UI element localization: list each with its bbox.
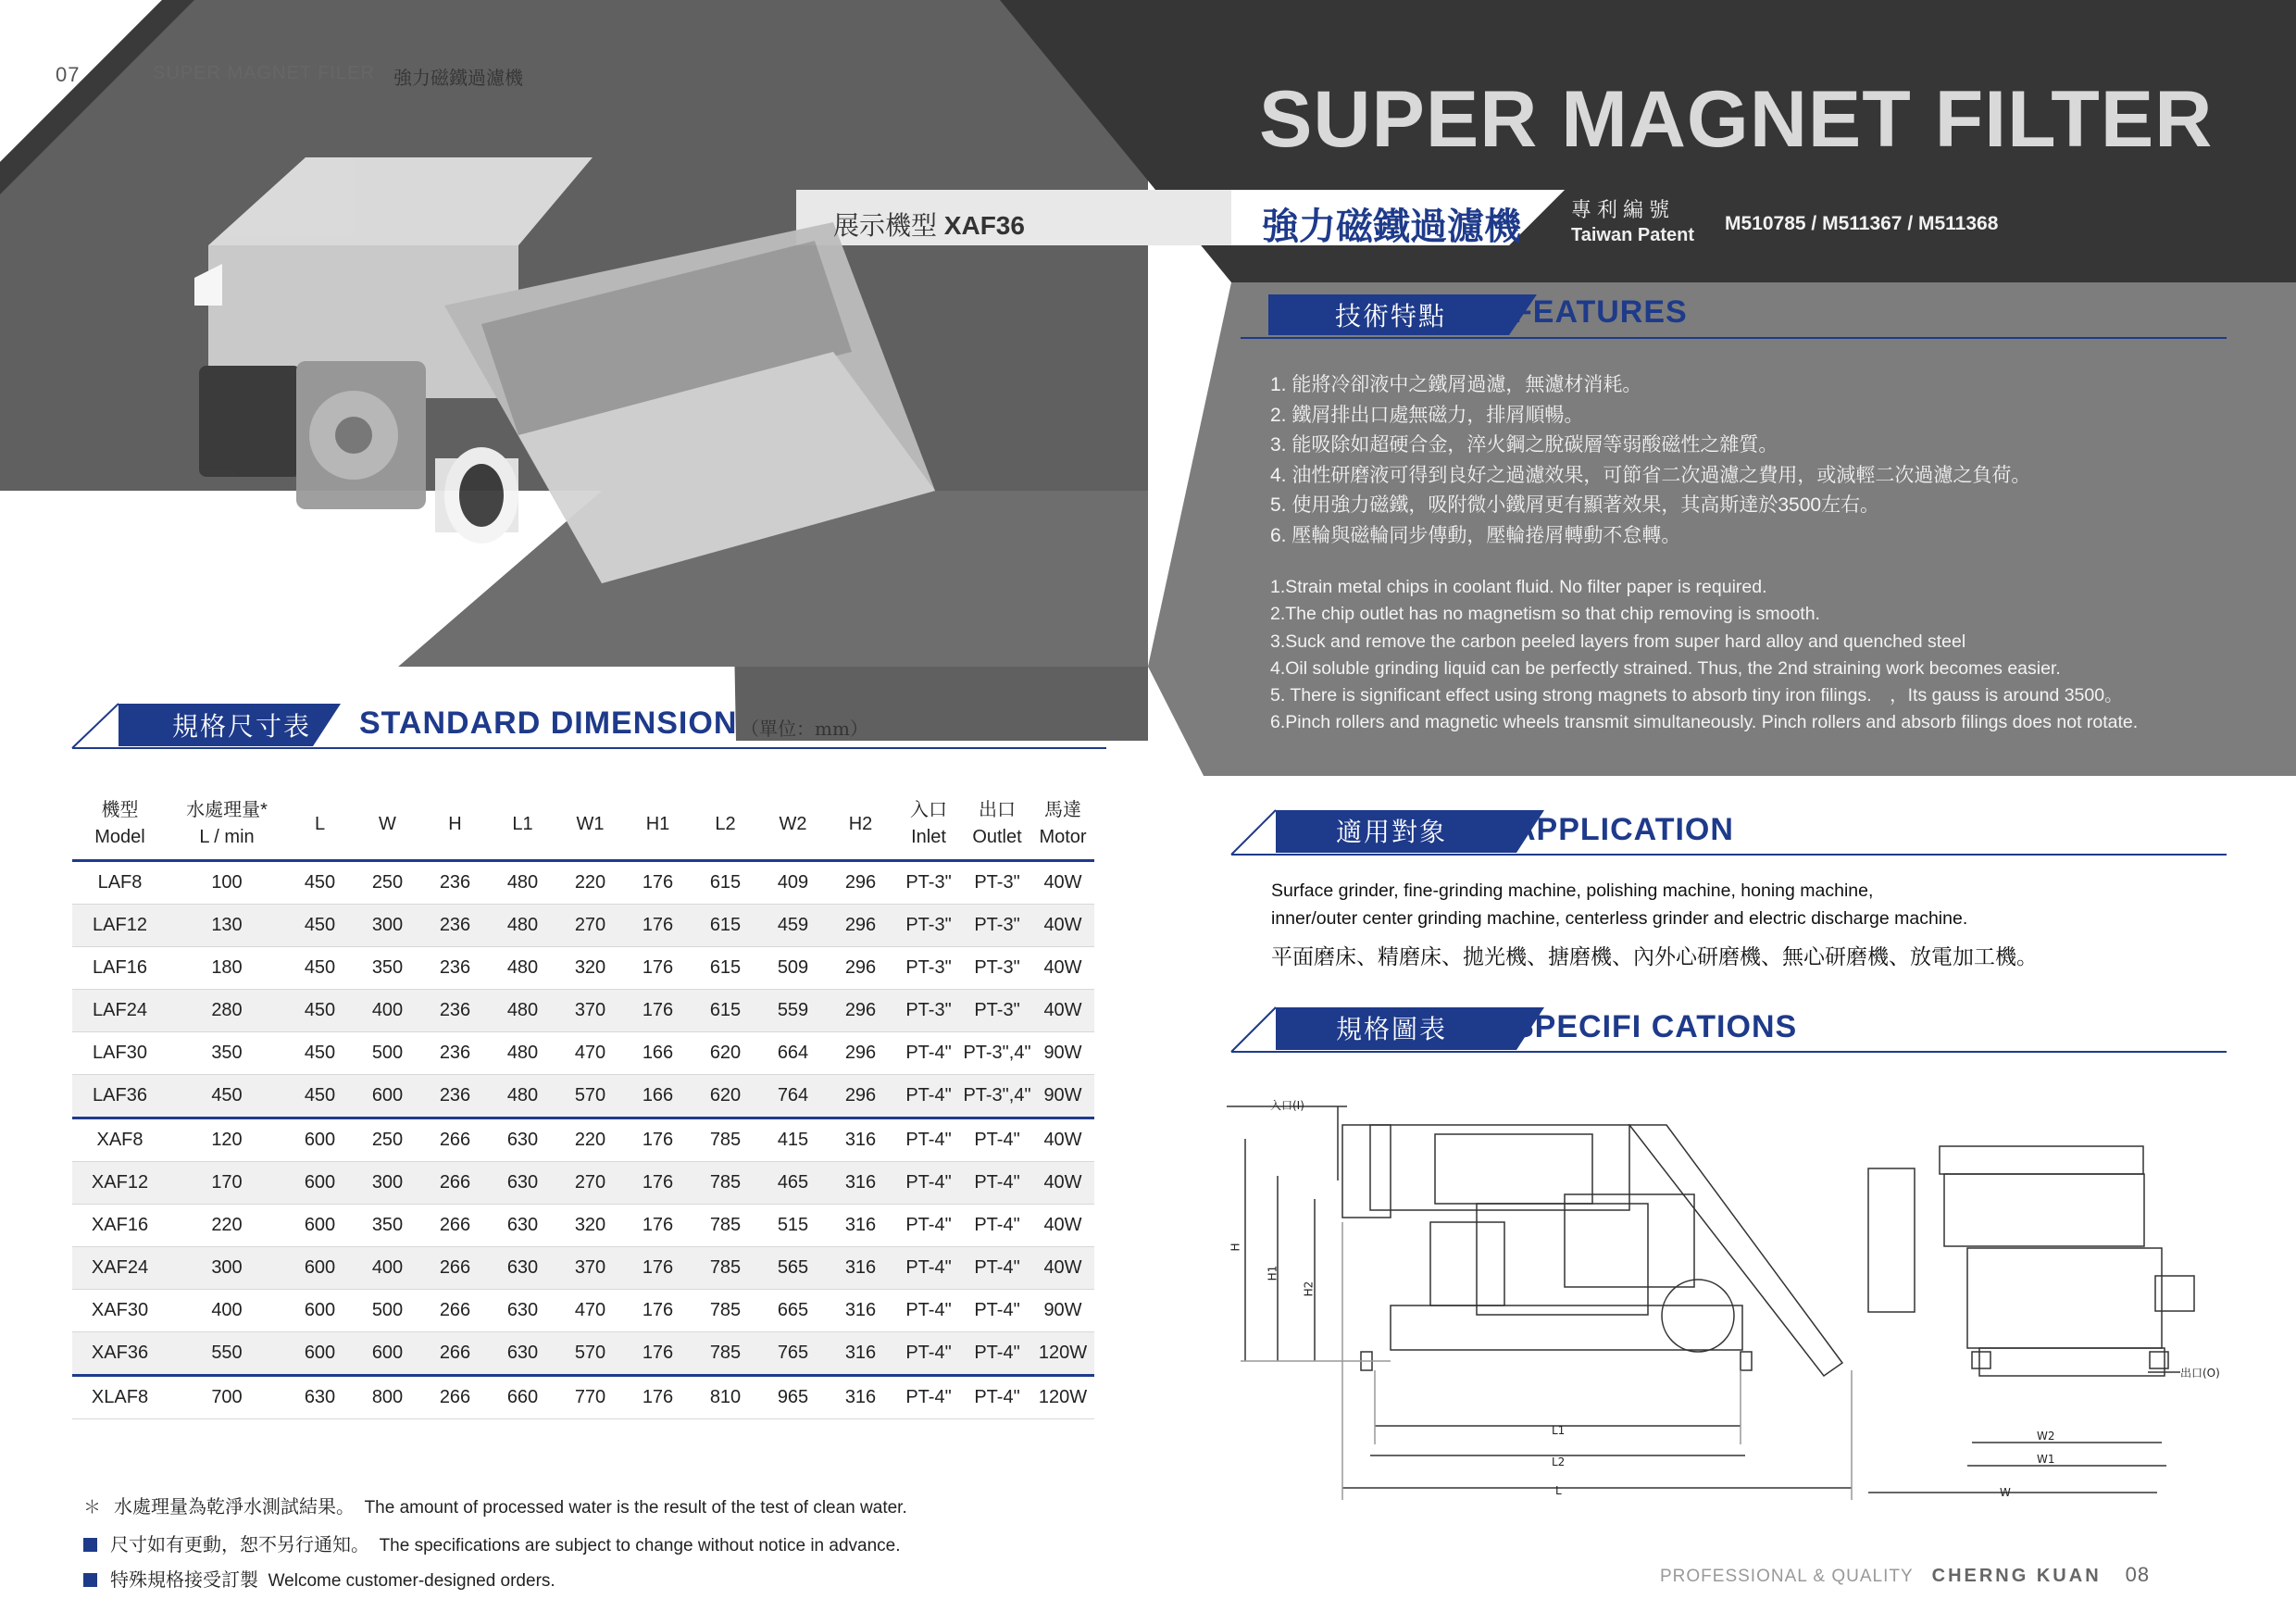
table-cell: 176 bbox=[624, 1205, 692, 1247]
table-cell: 220 bbox=[168, 1205, 286, 1247]
model-cell: XLAF8 bbox=[72, 1376, 168, 1419]
table-cell: 176 bbox=[624, 1118, 692, 1162]
table-row bbox=[72, 990, 1094, 1032]
table-cell: PT-3" bbox=[894, 947, 963, 990]
table-cell: 40W bbox=[1031, 861, 1094, 905]
table-cell: 600 bbox=[286, 1162, 354, 1205]
feature-en-item: 1.Strain metal chips in coolant fluid. No filter paper is required. bbox=[1270, 577, 1767, 597]
table-header-row bbox=[72, 789, 1094, 861]
column-header: L bbox=[314, 813, 326, 834]
drawing-label-l2: L2 bbox=[1552, 1455, 1566, 1468]
note-2: 尺寸如有更動，恕不另行通知。 The specifications are subject to change without notice in advance. bbox=[83, 1530, 901, 1556]
table-cell: 236 bbox=[421, 990, 489, 1032]
table-cell: 250 bbox=[354, 861, 421, 905]
patent-label-zh: 專利編號 bbox=[1571, 198, 1676, 221]
square-bullet-icon bbox=[83, 1573, 97, 1587]
table-cell: 236 bbox=[421, 861, 489, 905]
table-cell: PT-3" bbox=[963, 990, 1031, 1032]
table-cell: 630 bbox=[489, 1162, 556, 1205]
table-cell: PT-4" bbox=[894, 1205, 963, 1247]
table-cell: 370 bbox=[556, 990, 624, 1032]
table-cell: 500 bbox=[354, 1290, 421, 1332]
table-cell: 40W bbox=[1031, 1205, 1094, 1247]
table-cell: 515 bbox=[759, 1205, 827, 1247]
table-cell: 250 bbox=[354, 1118, 421, 1162]
table-cell: 320 bbox=[556, 947, 624, 990]
table-cell: 90W bbox=[1031, 1075, 1094, 1118]
table-cell: 480 bbox=[489, 947, 556, 990]
table-cell: 176 bbox=[624, 861, 692, 905]
table-cell: PT-4" bbox=[963, 1376, 1031, 1419]
brand-en: SUPER MAGNET FILER bbox=[153, 63, 375, 83]
table-cell: 400 bbox=[354, 1247, 421, 1290]
table-cell: 785 bbox=[692, 1290, 759, 1332]
feature-zh-item: 3. 能吸除如超硬合金，淬火鋼之脫碳層等弱酸磁性之雜質。 bbox=[1270, 434, 1778, 456]
table-cell: PT-3" bbox=[894, 990, 963, 1032]
model-cell: XAF24 bbox=[72, 1247, 168, 1290]
table-cell: 630 bbox=[489, 1118, 556, 1162]
model-value: XAF36 bbox=[943, 211, 1025, 240]
table-cell: 630 bbox=[489, 1290, 556, 1332]
table-row bbox=[72, 947, 1094, 990]
table-cell: 620 bbox=[692, 1032, 759, 1075]
table-row bbox=[72, 905, 1094, 947]
table-cell: 120W bbox=[1031, 1332, 1094, 1376]
model-cell: LAF8 bbox=[72, 861, 168, 905]
table-cell: 120 bbox=[168, 1118, 286, 1162]
column-header: 入口 Inlet bbox=[910, 800, 947, 847]
table-cell: 785 bbox=[692, 1205, 759, 1247]
table-cell: 40W bbox=[1031, 947, 1094, 990]
table-cell: 965 bbox=[759, 1376, 827, 1419]
table-cell: PT-3" bbox=[963, 861, 1031, 905]
table-cell: 236 bbox=[421, 1032, 489, 1075]
table-row bbox=[72, 1376, 1094, 1419]
table-cell: 130 bbox=[168, 905, 286, 947]
zh-title: 強力磁鐵過濾機 bbox=[1262, 206, 1521, 247]
table-cell: 450 bbox=[286, 1032, 354, 1075]
table-cell: 630 bbox=[489, 1247, 556, 1290]
table-cell: 615 bbox=[692, 990, 759, 1032]
table-cell: 176 bbox=[624, 1247, 692, 1290]
table-cell: 40W bbox=[1031, 990, 1094, 1032]
footer bbox=[1660, 1563, 2150, 1587]
feature-en-item: 5. There is significant effect using strong magnets to absorb tiny iron filings. ，Its gauss is around 3500。 bbox=[1270, 685, 2123, 706]
table-cell: 450 bbox=[286, 1075, 354, 1118]
table-cell: 630 bbox=[286, 1376, 354, 1419]
application-tag-zh: 適用對象 bbox=[1336, 817, 1448, 847]
table-cell: 810 bbox=[692, 1376, 759, 1419]
model-cell: LAF24 bbox=[72, 990, 168, 1032]
table-cell: PT-4" bbox=[894, 1290, 963, 1332]
column-header: H1 bbox=[645, 813, 670, 834]
table-cell: 350 bbox=[168, 1032, 286, 1075]
table-cell: 350 bbox=[354, 1205, 421, 1247]
table-cell: 600 bbox=[354, 1075, 421, 1118]
drawing-label-l1: L1 bbox=[1552, 1424, 1566, 1437]
features-tag-zh: 技術特點 bbox=[1335, 301, 1447, 331]
table-cell: 266 bbox=[421, 1376, 489, 1419]
feature-zh-item: 4. 油性研磨液可得到良好之過濾效果，可節省二次過濾之費用，或減輕二次過濾之負荷。 bbox=[1270, 464, 2031, 486]
table-cell: PT-4" bbox=[963, 1162, 1031, 1205]
model-cell: XAF8 bbox=[72, 1118, 168, 1162]
table-cell: 300 bbox=[354, 905, 421, 947]
table-cell: PT-4" bbox=[963, 1247, 1031, 1290]
table-cell: 296 bbox=[827, 1075, 894, 1118]
table-cell: PT-3" bbox=[894, 905, 963, 947]
note-3: 特殊規格接受訂製 Welcome customer-designed orders. bbox=[83, 1565, 555, 1592]
model-cell: LAF12 bbox=[72, 905, 168, 947]
table-cell: 665 bbox=[759, 1290, 827, 1332]
dimension-tag-en: STANDARD DIMENSION bbox=[359, 706, 738, 741]
table-cell: 296 bbox=[827, 861, 894, 905]
table-row bbox=[72, 1118, 1094, 1162]
table-cell: PT-3",4" bbox=[963, 1075, 1031, 1118]
table-cell: 90W bbox=[1031, 1032, 1094, 1075]
table-cell: PT-4" bbox=[894, 1247, 963, 1290]
table-cell: PT-4" bbox=[894, 1118, 963, 1162]
model-cell: XAF16 bbox=[72, 1205, 168, 1247]
table-cell: 316 bbox=[827, 1290, 894, 1332]
drawing-label-inlet: 入口(I) bbox=[1270, 1099, 1304, 1112]
column-header: H2 bbox=[848, 813, 873, 834]
table-cell: 450 bbox=[286, 947, 354, 990]
column-header: 水處理量* L / min bbox=[186, 800, 268, 847]
model-cell: LAF16 bbox=[72, 947, 168, 990]
table-cell: 400 bbox=[354, 990, 421, 1032]
table-cell: PT-3",4" bbox=[963, 1032, 1031, 1075]
table-cell: 316 bbox=[827, 1332, 894, 1376]
table-cell: 785 bbox=[692, 1247, 759, 1290]
table-cell: 176 bbox=[624, 905, 692, 947]
model-cell: XAF30 bbox=[72, 1290, 168, 1332]
table-cell: 320 bbox=[556, 1205, 624, 1247]
table-cell: 615 bbox=[692, 905, 759, 947]
patent-numbers: M510785 / M511367 / M511368 bbox=[1725, 213, 1999, 234]
table-cell: 170 bbox=[168, 1162, 286, 1205]
table-row bbox=[72, 1032, 1094, 1075]
features-tag-en: FEATURES bbox=[1513, 294, 1688, 330]
table-cell: PT-4" bbox=[894, 1332, 963, 1376]
model-cell: LAF36 bbox=[72, 1075, 168, 1118]
table-row bbox=[72, 1332, 1094, 1376]
application-en: Surface grinder, fine-grinding machine, polishing machine, honing machine, inner/outer center grinding machine, centerless grinder and electric discharge machine. bbox=[1271, 881, 1968, 929]
table-cell: 415 bbox=[759, 1118, 827, 1162]
table-cell: PT-4" bbox=[894, 1032, 963, 1075]
drawing-label-h2: H2 bbox=[1302, 1280, 1316, 1297]
column-header: L2 bbox=[715, 813, 736, 834]
brand-zh: 強力磁鐵過濾機 bbox=[393, 69, 523, 89]
table-cell: 300 bbox=[168, 1247, 286, 1290]
table-cell: 630 bbox=[489, 1332, 556, 1376]
model-cell: XAF36 bbox=[72, 1332, 168, 1376]
table-cell: 90W bbox=[1031, 1290, 1094, 1332]
table-cell: 220 bbox=[556, 861, 624, 905]
feature-zh-item: 5. 使用強力磁鐵，吸附微小鐵屑更有顯著效果，其高斯達於3500左右。 bbox=[1270, 494, 1880, 516]
table-cell: 280 bbox=[168, 990, 286, 1032]
table-cell: 615 bbox=[692, 861, 759, 905]
table-cell: 570 bbox=[556, 1075, 624, 1118]
table-cell: 459 bbox=[759, 905, 827, 947]
footer-brand: CHERNG KUAN bbox=[1931, 1566, 2102, 1586]
table-cell: 40W bbox=[1031, 1162, 1094, 1205]
table-row bbox=[72, 1247, 1094, 1290]
table-cell: 600 bbox=[286, 1247, 354, 1290]
table-cell: 296 bbox=[827, 990, 894, 1032]
specifications-tag-en: SPECIFI CATIONS bbox=[1513, 1009, 1798, 1044]
feature-zh-item: 2. 鐵屑排出口處無磁力，排屑順暢。 bbox=[1270, 404, 1584, 426]
table-cell: PT-4" bbox=[894, 1162, 963, 1205]
page-title: SUPER MAGNET FILTER bbox=[1259, 75, 2214, 164]
table-cell: 316 bbox=[827, 1376, 894, 1419]
table-cell: 176 bbox=[624, 990, 692, 1032]
table-cell: 450 bbox=[168, 1075, 286, 1118]
table-cell: 509 bbox=[759, 947, 827, 990]
table-cell: PT-4" bbox=[963, 1205, 1031, 1247]
feature-en-item: 2.The chip outlet has no magnetism so that chip removing is smooth. bbox=[1270, 604, 1820, 625]
table-cell: 480 bbox=[489, 1032, 556, 1075]
table-cell: 600 bbox=[286, 1205, 354, 1247]
drawing-label-w: W bbox=[2000, 1486, 2011, 1499]
table-cell: 630 bbox=[489, 1205, 556, 1247]
table-cell: 316 bbox=[827, 1162, 894, 1205]
patent-label-en: Taiwan Patent bbox=[1571, 225, 1694, 245]
table-cell: 480 bbox=[489, 905, 556, 947]
column-header: H bbox=[448, 813, 462, 834]
table-cell: PT-4" bbox=[894, 1376, 963, 1419]
table-cell: 166 bbox=[624, 1032, 692, 1075]
table-cell: 296 bbox=[827, 947, 894, 990]
table-cell: 266 bbox=[421, 1247, 489, 1290]
table-cell: 266 bbox=[421, 1205, 489, 1247]
column-header: W2 bbox=[779, 813, 807, 834]
table-cell: 559 bbox=[759, 990, 827, 1032]
table-cell: 100 bbox=[168, 861, 286, 905]
table-cell: 480 bbox=[489, 1075, 556, 1118]
table-cell: 236 bbox=[421, 905, 489, 947]
table-cell: 620 bbox=[692, 1075, 759, 1118]
table-cell: 500 bbox=[354, 1032, 421, 1075]
table-cell: 266 bbox=[421, 1290, 489, 1332]
table-cell: 764 bbox=[759, 1075, 827, 1118]
table-cell: 785 bbox=[692, 1118, 759, 1162]
drawing-label-w2: W2 bbox=[2037, 1430, 2055, 1443]
table-cell: 180 bbox=[168, 947, 286, 990]
table-cell: 664 bbox=[759, 1032, 827, 1075]
table-cell: 785 bbox=[692, 1162, 759, 1205]
application-zh: 平面磨床、精磨床、拋光機、搪磨機、內外心研磨機、無心研磨機、放電加工機。 bbox=[1271, 944, 2038, 968]
table-cell: 220 bbox=[556, 1118, 624, 1162]
table-row bbox=[72, 1290, 1094, 1332]
table-cell: 316 bbox=[827, 1205, 894, 1247]
table-cell: 120W bbox=[1031, 1376, 1094, 1419]
table-cell: 300 bbox=[354, 1162, 421, 1205]
table-cell: 600 bbox=[286, 1332, 354, 1376]
feature-en-item: 6.Pinch rollers and magnetic wheels transmit simultaneously. Pinch rollers and absorb filings does not rotate. bbox=[1270, 712, 2139, 733]
table-cell: 600 bbox=[286, 1290, 354, 1332]
table-cell: PT-3" bbox=[963, 947, 1031, 990]
table-cell: 450 bbox=[286, 861, 354, 905]
table-row bbox=[72, 1162, 1094, 1205]
table-cell: PT-4" bbox=[963, 1118, 1031, 1162]
table-cell: 176 bbox=[624, 1162, 692, 1205]
specifications-tag-zh: 規格圖表 bbox=[1336, 1014, 1448, 1044]
table-row bbox=[72, 861, 1094, 905]
table-cell: 450 bbox=[286, 990, 354, 1032]
table-cell: 350 bbox=[354, 947, 421, 990]
table-cell: 600 bbox=[354, 1332, 421, 1376]
table-cell: 176 bbox=[624, 1376, 692, 1419]
note-1: ＊ 水處理量為乾淨水測試結果。 The amount of processed water is the result of the test of clean water. bbox=[83, 1497, 907, 1518]
table-cell: 600 bbox=[286, 1118, 354, 1162]
table-cell: 166 bbox=[624, 1075, 692, 1118]
table-cell: 266 bbox=[421, 1162, 489, 1205]
table-row bbox=[72, 1205, 1094, 1247]
table-cell: 450 bbox=[286, 905, 354, 947]
table-cell: 270 bbox=[556, 905, 624, 947]
table-cell: 176 bbox=[624, 1332, 692, 1376]
column-header: W1 bbox=[576, 813, 605, 834]
page-number-left: 07 bbox=[56, 63, 81, 86]
footer-tagline: PROFESSIONAL & QUALITY bbox=[1660, 1567, 1914, 1586]
table-cell: 570 bbox=[556, 1332, 624, 1376]
table-cell: 400 bbox=[168, 1290, 286, 1332]
column-header: 出口 Outlet bbox=[972, 800, 1022, 847]
table-cell: 176 bbox=[624, 1290, 692, 1332]
table-cell: 316 bbox=[827, 1247, 894, 1290]
table-cell: 176 bbox=[624, 947, 692, 990]
table-cell: 615 bbox=[692, 947, 759, 990]
table-cell: PT-4" bbox=[963, 1332, 1031, 1376]
table-cell: 660 bbox=[489, 1376, 556, 1419]
table-cell: 765 bbox=[759, 1332, 827, 1376]
drawing-label-w1: W1 bbox=[2037, 1453, 2055, 1466]
table-cell: 266 bbox=[421, 1332, 489, 1376]
column-header: 馬達 Motor bbox=[1039, 800, 1087, 847]
table-cell: PT-3" bbox=[894, 861, 963, 905]
table-cell: 800 bbox=[354, 1376, 421, 1419]
table-cell: 296 bbox=[827, 905, 894, 947]
table-cell: 370 bbox=[556, 1247, 624, 1290]
features-en-list bbox=[1270, 574, 2138, 737]
dimension-table bbox=[72, 789, 1094, 1419]
column-header: 機型 Model bbox=[94, 800, 145, 847]
feature-en-item: 3.Suck and remove the carbon peeled layers from super hard alloy and quenched steel bbox=[1270, 631, 1966, 652]
drawing-label-outlet: 出口(O) bbox=[2180, 1367, 2220, 1380]
table-cell: 316 bbox=[827, 1118, 894, 1162]
table-cell: 409 bbox=[759, 861, 827, 905]
dimension-unit: （單位：mm） bbox=[741, 718, 868, 740]
column-header: W bbox=[379, 813, 396, 834]
table-cell: 465 bbox=[759, 1162, 827, 1205]
drawing-label-h: H bbox=[1229, 1243, 1242, 1252]
table-cell: 770 bbox=[556, 1376, 624, 1419]
feature-zh-item: 6. 壓輪與磁輪同步傳動，壓輪捲屑轉動不怠轉。 bbox=[1270, 524, 1681, 546]
table-cell: 40W bbox=[1031, 905, 1094, 947]
features-zh-list bbox=[1270, 370, 2030, 551]
table-cell: 480 bbox=[489, 990, 556, 1032]
table-cell: PT-4" bbox=[963, 1290, 1031, 1332]
table-cell: 700 bbox=[168, 1376, 286, 1419]
table-row bbox=[72, 1075, 1094, 1118]
feature-en-item: 4.Oil soluble grinding liquid can be perfectly strained. Thus, the 2nd straining work becomes easier. bbox=[1270, 657, 2061, 679]
table-cell: 236 bbox=[421, 947, 489, 990]
table-cell: 470 bbox=[556, 1032, 624, 1075]
table-cell: 40W bbox=[1031, 1247, 1094, 1290]
feature-zh-item: 1. 能將冷卻液中之鐵屑過濾，無濾材消耗。 bbox=[1270, 374, 1642, 395]
model-cell: LAF30 bbox=[72, 1032, 168, 1075]
model-cell: XAF12 bbox=[72, 1162, 168, 1205]
page-number-right: 08 bbox=[2125, 1563, 2151, 1586]
column-header: L1 bbox=[512, 813, 533, 834]
table-cell: 236 bbox=[421, 1075, 489, 1118]
table-cell: 266 bbox=[421, 1118, 489, 1162]
table-cell: PT-3" bbox=[963, 905, 1031, 947]
drawing-label-l: L bbox=[1555, 1484, 1562, 1497]
table-cell: 480 bbox=[489, 861, 556, 905]
drawing-label-h1: H1 bbox=[1266, 1265, 1279, 1281]
table-cell: 296 bbox=[827, 1032, 894, 1075]
table-cell: 470 bbox=[556, 1290, 624, 1332]
square-bullet-icon bbox=[83, 1538, 97, 1552]
table-cell: 40W bbox=[1031, 1118, 1094, 1162]
table-cell: PT-4" bbox=[894, 1075, 963, 1118]
model-label: 展示機型 XAF36 bbox=[833, 211, 1025, 240]
dimension-tag-zh: 規格尺寸表 bbox=[172, 711, 312, 742]
table-cell: 565 bbox=[759, 1247, 827, 1290]
table-cell: 550 bbox=[168, 1332, 286, 1376]
application-tag-en: APPLICATION bbox=[1513, 812, 1734, 847]
table-cell: 785 bbox=[692, 1332, 759, 1376]
table-cell: 270 bbox=[556, 1162, 624, 1205]
